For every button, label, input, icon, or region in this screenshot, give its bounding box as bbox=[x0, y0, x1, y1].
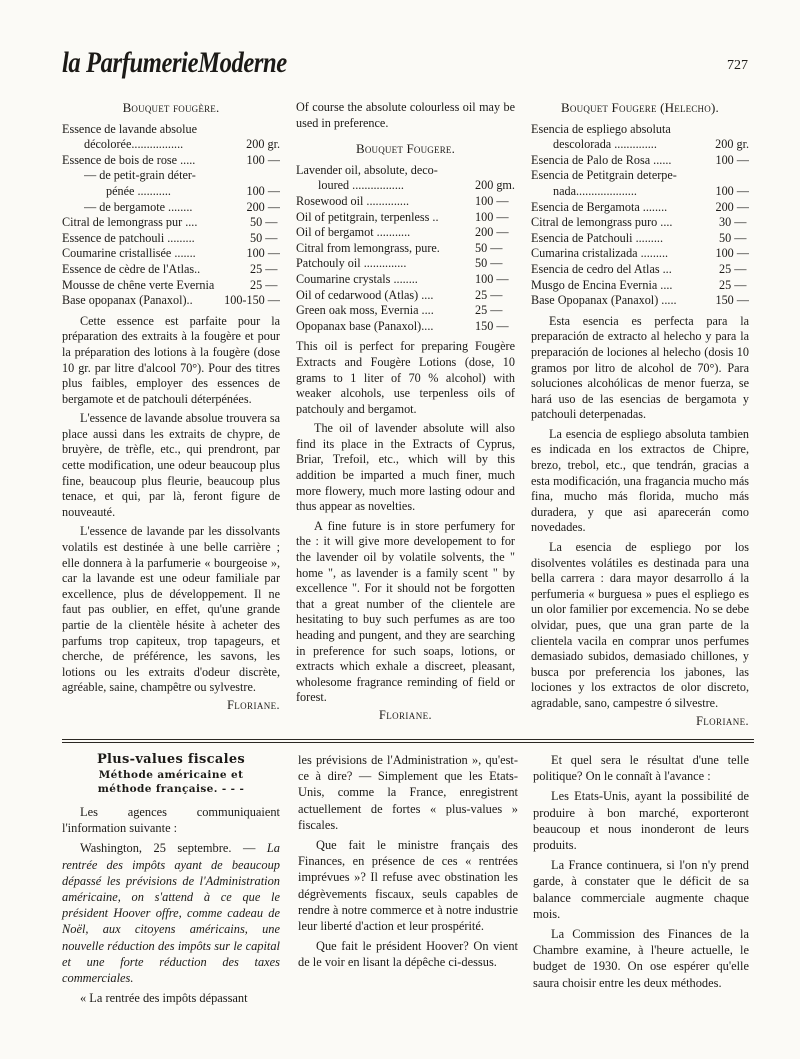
recipe-row: Esencia de Bergamota ........ 200 — bbox=[531, 199, 749, 214]
paragraph: Of course the absolute colourless oil may be used in preference. bbox=[296, 100, 515, 130]
article-column-2 bbox=[298, 752, 518, 975]
recipe-row: Base opopanax (Panaxol).. 100-150 — bbox=[62, 293, 280, 308]
recipe-row: pénée ........... 100 — bbox=[106, 183, 280, 198]
paragraph: L'essence de lavande par les dissolvants volatils est destinée à une belle carrière ; elle donnera à la parfumerie « bourgeoise », car la lavande est une odeur familiale par excellence, plus de développement. Il ne faut pas oublier, en effet, qu'une grande partie de la clientèle hésite à acheter des parfums trop capiteux, trop tapageurs, et cherche, de préférence, les savons, les lotions ou les extraits d'odeur discrète, agréable, saine, champêtre ou sylvestre. bbox=[62, 524, 280, 695]
recipe-row: nada.................... 100 — bbox=[553, 183, 749, 198]
paragraph: La esencia de espliego por los disolventes volátiles es destinada para una bella carrera : dara mayor desarrollo á la perfumeria « burguesa » pues el espliego es un olor familier por excemencia. No se debe olvidar, pues, que una gran parte de la clientela vacila en comprar unos perfumes demasiado subidos, demasiado chillones, y busca por preferencia los jabones, las lociones y los extractos de olor discreto, agradable, sano, campestre ó silvestre. bbox=[531, 540, 749, 710]
recipe-row: Rosewood oil .............. 100 — bbox=[296, 193, 509, 208]
paragraph: Que fait le ministre français des Finances, en présence de ces « rentrées imprévues »? Il refuse avec obstination les dégrèvements fiscaux, seuls capables de rendre à notre commerce et à notre industrie leur liberté d'action et leur prospérité. bbox=[298, 838, 518, 934]
recipe-row: Coumarine crystals ........ 100 — bbox=[296, 271, 509, 286]
recipe-row: Essence de lavande absolue bbox=[62, 121, 198, 136]
recipe-row: Musgo de Encina Evernia .... 25 — bbox=[531, 277, 747, 292]
recipe-heading-es: Bouquet Fougere (Helecho). bbox=[561, 100, 719, 115]
recipe-row: Base Opopanax (Panaxol) ..... 150 — bbox=[531, 293, 749, 308]
column-english bbox=[296, 100, 515, 724]
recipe-row: Mousse de chêne verte Evernia 25 — bbox=[62, 277, 278, 292]
recipe-row: Esencia de Palo de Rosa ...... 100 — bbox=[531, 152, 749, 167]
recipe-row: Citral from lemongrass, pure. 50 — bbox=[296, 240, 503, 255]
recipe-row: Lavender oil, absolute, deco- bbox=[296, 162, 438, 177]
recipe-row: Esencia de Petitgrain deterpe- bbox=[531, 168, 677, 183]
paragraph: Les agences communiquaient l'information suivante : bbox=[62, 805, 280, 836]
recipe-row: Citral de lemongrass pur .... 50 — bbox=[62, 215, 278, 230]
recipe-row: Oil of bergamot ........... 200 — bbox=[296, 225, 509, 240]
recipe-row: Esencia de Patchouli ......... 50 — bbox=[531, 230, 747, 245]
paragraph: La esencia de espliego absoluta tambien es indicada en los extractos de Chipre, brezo, trebol, etc., que tendrán, gracias a esta modificación, una fragancia mucho más fina, mucho más florida, mucho más duradera, y que asi aparecerán como novedades. bbox=[531, 426, 749, 535]
paragraph: L'essence de lavande absolue trouvera sa place aussi dans les extraits de chypre, de bruyère, de trèfle, etc., qui prendront, par cette modification, une odeur beaucoup plus fine, beaucoup plus fleurie, beaucoup plus tenace, et qui, par là, feront figure de nouveauté. bbox=[62, 411, 280, 519]
paragraph: Et quel sera le résultat d'une telle politique? On le connaît à l'avance : bbox=[533, 753, 749, 784]
recipe-row: Esencia de espliego absoluta bbox=[531, 121, 671, 136]
recipe-row: Esencia de cedro del Atlas ... 25 — bbox=[531, 261, 747, 276]
recipe-row: Citral de lemongrass puro .... 30 — bbox=[531, 215, 747, 230]
article-subtitle-line: méthode française. - - - bbox=[97, 783, 245, 795]
article-subtitle-line: Méthode américaine et bbox=[98, 769, 244, 781]
article-subtitle bbox=[62, 768, 280, 796]
recipe-heading-fr: Bouquet fougère. bbox=[122, 100, 220, 115]
page-number: 727 bbox=[727, 58, 748, 73]
paragraph: A fine future is in store perfumery for the : it will give more developement to for the lavender oil by volatile solvents, the " home ", as lavender is a family scent " by excellence ". For it should not be forgotten that a great number of the clientele are hesitating to buy such perfumes as are too heading and pungent, and they are searching in preference for such soaps, lotions, or extracts which exhale a discreet, pleasant, wholesome fragrance reminding of field or forest. bbox=[296, 518, 515, 705]
masthead-title: la ParfumerieModerne bbox=[62, 46, 287, 79]
recipe-row: Essence de bois de rose ..... 100 — bbox=[62, 152, 280, 167]
paragraph: La Commission des Finances de la Chambre examine, à l'heure actuelle, le budget de 1930. On ose espérer qu'elle saura choisir entre les deux méthodes. bbox=[533, 927, 749, 990]
dateline: Washington, 25 septembre. — bbox=[80, 841, 256, 856]
italic-quote: La rentrée des impôts ayant de beaucoup dépassé les prévisions de l'Administration américaine, on s'attend à ce que le président Hoover offre, comme cadeau de Noël, aux citoyens américains, une nouvelle réduction des impôts sur le capital et une forte réduction des taxes commerciales. bbox=[62, 841, 280, 986]
recipe-row: descolorada .............. 200 gr. bbox=[553, 137, 749, 152]
signature: Floriane. bbox=[379, 707, 432, 722]
recipe-list-en bbox=[296, 163, 515, 335]
recipe-row: décolorée................. 200 gr. bbox=[84, 137, 280, 152]
article-title: Plus-values fiscales bbox=[96, 752, 246, 767]
article-column-3 bbox=[533, 752, 749, 995]
recipe-row: Essence de patchouli ......... 50 — bbox=[62, 230, 278, 245]
recipe-list-fr bbox=[62, 122, 280, 309]
paragraph: This oil is perfect for preparing Fougère Extracts and Fougère Lotions (dose, 10 grams to 1 liter of 70 % alcohol) with weaker alcohols, use terpenless oils of patchouly and bergamot. bbox=[296, 339, 515, 416]
paragraph: les prévisions de l'Administration », qu'est-ce à dire? — Simplement que les Etats-Unis, comme la France, enregistrent actuellement de fortes « plus-values » fiscales. bbox=[298, 753, 518, 832]
signature: Floriane. bbox=[696, 713, 749, 728]
recipe-row: Cumarina cristalizada ......... 100 — bbox=[531, 246, 749, 261]
recipe-row: loured ................. 200 gm. bbox=[318, 178, 515, 193]
paragraph: Esta esencia es perfecta para la preparación de extracto al helecho y para la preparación de lociones al helecho (dosis 10 gramos por litro de alcohol de 70°). Para soluciones alcohólicas de menor fuerza, se hará uso de las esencias de bergamota y patchouli deterpenadas. bbox=[531, 313, 749, 422]
recipe-heading-en: Bouquet Fougere. bbox=[355, 141, 456, 157]
recipe-row: Patchouly oil .............. 50 — bbox=[296, 256, 503, 271]
recipe-row: Opopanax base (Panaxol).... 150 — bbox=[296, 318, 509, 333]
article-column-1 bbox=[62, 752, 280, 1010]
recipe-row: Oil of cedarwood (Atlas) .... 25 — bbox=[296, 287, 503, 302]
recipe-row: Essence de cèdre de l'Atlas.. 25 — bbox=[62, 261, 278, 276]
paragraph: La France continuera, si l'on n'y prend garde, à constater que le déficit de sa balance commerciale augmente chaque mois. bbox=[533, 858, 749, 921]
paragraph: The oil of lavender absolute will also find its place in the Extracts of Cyprus, Briar, Trefoil, etc., which will by this addition be imparted a much finer, much more flowery, much more lasting odour and thus appear as novelties. bbox=[296, 421, 515, 514]
paragraph: Les Etats-Unis, ayant la possibilité de produire à bon marché, exporteront beaucoup et nous inonderont de leurs produits. bbox=[533, 789, 749, 853]
column-spanish bbox=[531, 100, 749, 729]
recipe-row: — de bergamote ........ 200 — bbox=[84, 199, 280, 214]
recipe-list-es bbox=[531, 122, 749, 309]
recipe-row: Oil of petitgrain, terpenless .. 100 — bbox=[296, 209, 509, 224]
paragraph: Que fait le président Hoover? On vient de le voir en lisant la dépêche ci-dessus. bbox=[298, 939, 518, 970]
recipe-row: Green oak moss, Evernia .... 25 — bbox=[296, 303, 503, 318]
paragraph: « La rentrée des impôts dépassant bbox=[80, 991, 248, 1006]
signature: Floriane. bbox=[227, 697, 280, 712]
column-french bbox=[62, 100, 280, 714]
recipe-row: — de petit-grain déter- bbox=[84, 168, 196, 183]
paragraph: Cette essence est parfaite pour la préparation des extraits à la fougère et pour la préparation des lotions à la fougère (dose 10 gr. par litre d'alcool 70°). Pour des titres plus faibles, employer des essences de bergamote et de patchouli déterpénées. bbox=[62, 313, 280, 406]
paragraph bbox=[62, 840, 280, 986]
recipe-row: Coumarine cristallisée ....... 100 — bbox=[62, 246, 280, 261]
section-divider bbox=[62, 739, 754, 743]
